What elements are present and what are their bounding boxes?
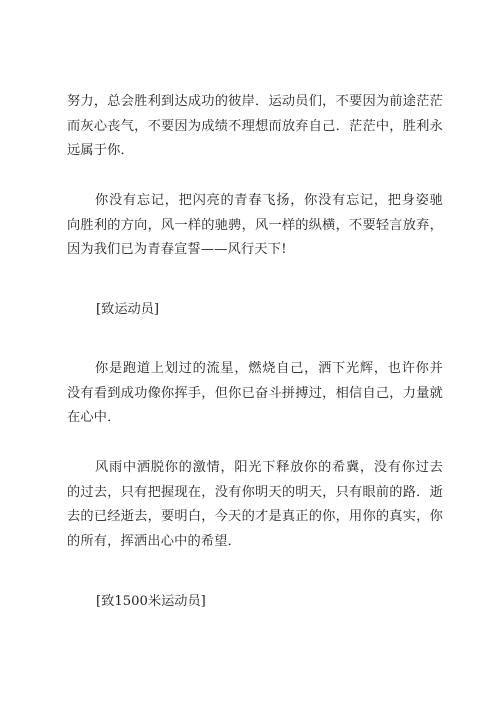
paragraph-1: 努力，总会胜利到达成功的彼岸．运动员们，不要因为前途茫茫而灰心丧气，不要因为成绩不理想而放弃自己．茫茫中，胜利永远属于你．: [67, 94, 443, 158]
paragraph-2: 你没有忘记，把闪亮的青春飞扬，你没有忘记，把身姿驰向胜利的方向，风一样的驰骋，风一样的纵横，不要轻言放弃，因为我们已为青春宣誓——风行天下!: [67, 193, 443, 257]
paragraph-4: 风雨中洒脱你的激情，阳光下释放你的希冀，没有你过去的过去，只有把握现在，没有你明天的明天，只有眼前的路．逝去的已经逝去，要明白，今天的才是真正的你，用你的真实，你的所有，挥洒出心中的希望．: [67, 460, 443, 549]
paragraph-3: 你是跑道上划过的流星，燃烧自己，洒下光辉，也许你并没有看到成功像你挥手，但你已奋斗拼搏过，相信自己，力量就在心中．: [67, 361, 443, 425]
section-heading-1500m-athletes: [致1500米运动员]: [96, 594, 206, 609]
section-heading-athletes: [致运动员]: [96, 302, 160, 317]
